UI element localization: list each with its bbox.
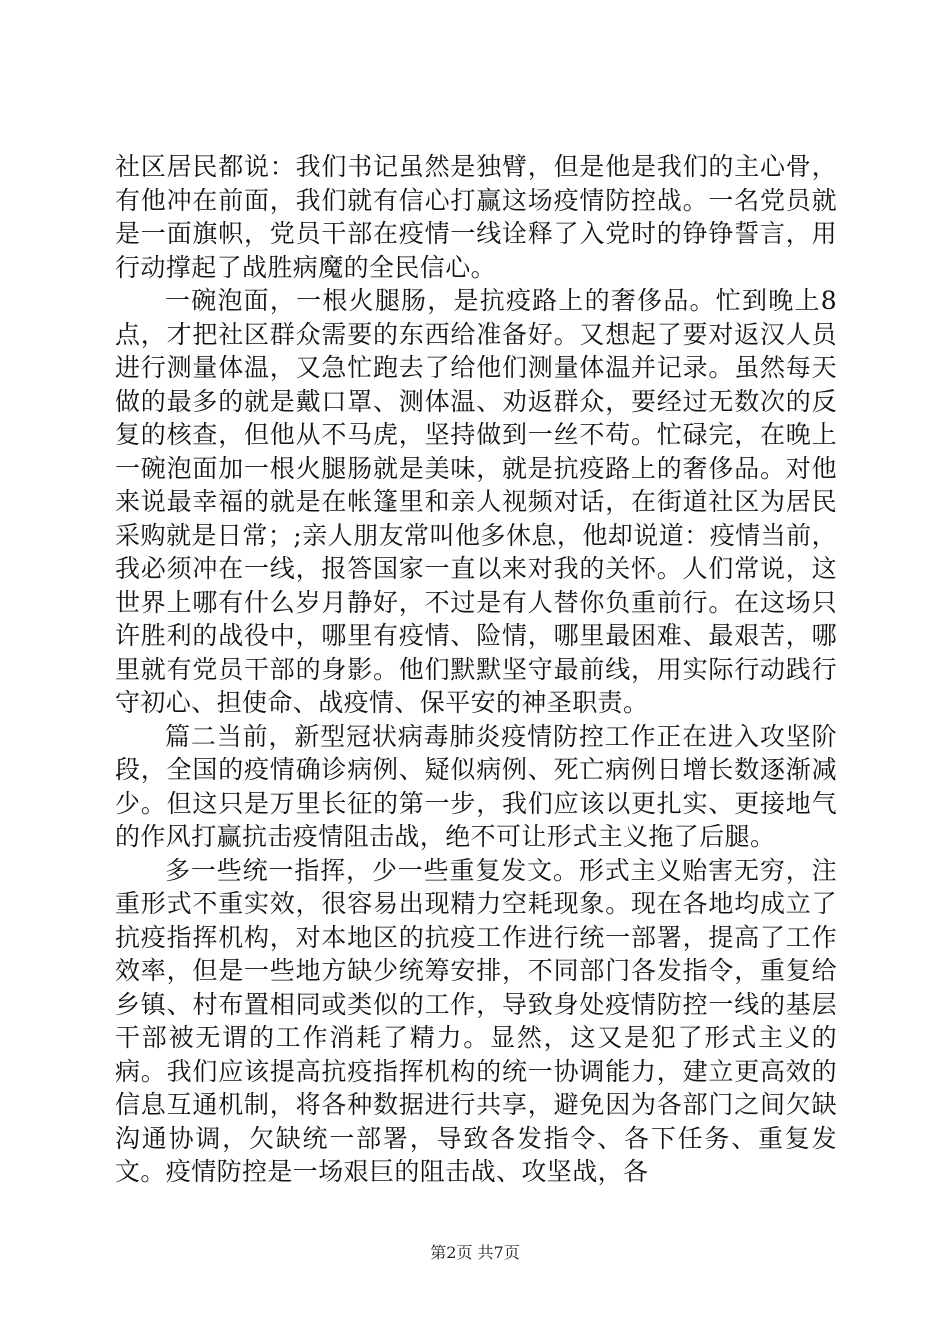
paragraph-4: 多一些统一指挥，少一些重复发文。形式主义贻害无穷，注重形式不重实效，很容易出现精力空耗现象。现在各地均成立了抗疫指挥机构，对本地区的抗疫工作进行统一部署，提高了工作效率，但是一些地方缺少统筹安排，不同部门各发指令，重复给乡镇、村布置相同或类似的工作，导致身处疫情防控一线的基层干部被无谓的工作消耗了精力。显然，这又是犯了形式主义的病。我们应该提高抗疫指挥机构的统一协调能力，建立更高效的信息互通机制，将各种数据进行共享，避免因为各部门之间欠缺沟通协调，欠缺统一部署，导致各发指令、各下任务、重复发文。疫情防控是一场艰巨的阻击战、攻坚战，各 bbox=[115, 855, 837, 1186]
document-body bbox=[115, 150, 837, 1189]
paragraph-1: 社区居民都说：我们书记虽然是独臂，但是他是我们的主心骨，有他冲在前面，我们就有信心打赢这场疫情防控战。一名党员就是一面旗帜，党员干部在疫情一线诠释了入党时的铮铮誓言，用行动撑起了战胜病魔的全民信心。 bbox=[115, 152, 837, 282]
page-number: 第2页 共7页 bbox=[430, 1243, 520, 1262]
page-footer bbox=[0, 1243, 950, 1263]
paragraph-2: 一碗泡面，一根火腿肠，是抗疫路上的奢侈品。忙到晚上8点，才把社区群众需要的东西给准备好。又想起了要对返汉人员进行测量体温，又急忙跑去了给他们测量体温并记录。虽然每天做的最多的就是戴口罩、测体温、劝返群众，要经过无数次的反复的核查，但他从不马虎，坚持做到一丝不苟。忙碌完，在晚上一碗泡面加一根火腿肠就是美味，就是抗疫路上的奢侈品。对他来说最幸福的就是在帐篷里和亲人视频对话，在街道社区为居民采购就是日常；;亲人朋友常叫他多休息，他却说道：疫情当前，我必须冲在一线，报答国家一直以来对我的关怀。人们常说，这世界上哪有什么岁月静好，不过是有人替你负重前行。在这场只许胜利的战役中，哪里有疫情、险情，哪里最困难、最艰苦，哪里就有党员干部的身影。他们默默坚守最前线，用实际行动践行守初心、担使命、战疫情、保平安的神圣职责。 bbox=[115, 286, 837, 717]
paragraph-3: 篇二当前，新型冠状病毒肺炎疫情防控工作正在进入攻坚阶段，全国的疫情确诊病例、疑似病例、死亡病例日增长数逐渐减少。但这只是万里长征的第一步，我们应该以更扎实、更接地气的作风打赢抗击疫情阻击战，绝不可让形式主义拖了后腿。 bbox=[115, 721, 837, 851]
